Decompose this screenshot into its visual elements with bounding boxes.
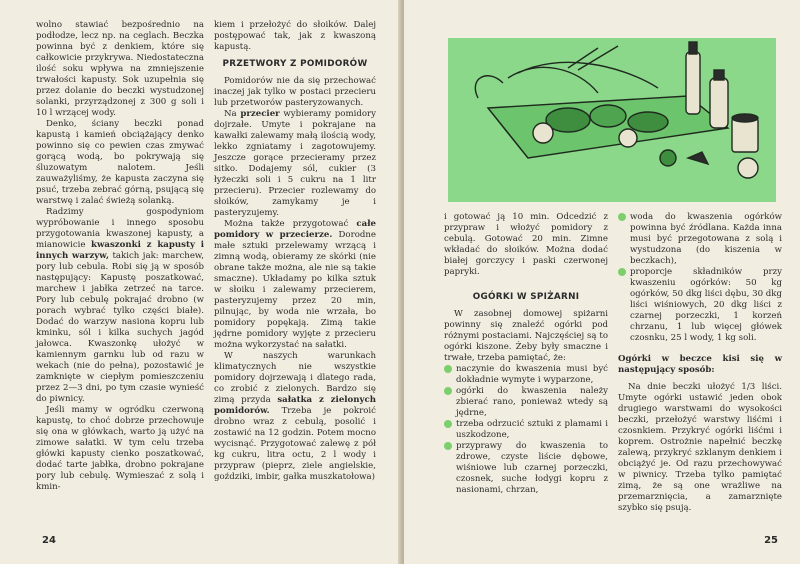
bold-heading: Ogórki w beczce kisi się w następujący sposób: (618, 354, 782, 375)
paragraph: Na dnie beczki ułożyć 1/3 liści. Umyte ogórki ustawić jeden obok drugiego warstwami do wysokości beczki, przełożyć warstwy liśćmi i czosnkiem. Przykryć ogórki liśćmi i koprem. Ostrożnie napełnić beczkę zalewą, przykryć szklanym denkiem i obciążyć je. Od razu przechowywać w piwnicy. Trzeba tylko pamiętać zimą, że są one wrażliwe na przemarznięcia, a zamarznięte szybko się psują. (618, 382, 782, 513)
bullet-dot (618, 213, 626, 221)
right-column-1 (444, 212, 608, 496)
section-heading: OGÓRKI W SPIŻARNI (472, 292, 580, 302)
bullet-dot (444, 387, 452, 395)
section-heading: PRZETWORY Z POMIDORÓW (222, 59, 368, 69)
list-item: trzeba odrzucić sztuki z plamami i uszkodzone, (444, 419, 608, 441)
paragraph: Denko, ściany beczki ponad kapustą i kamień obciążający denko powinno się co pewien czas zmywać gorącą wodą, bo pokrywają się śluzowatym nalotem. Jeśli zauważyliśmy, że kapusta zaczyna się psuć, trzeba zebrać górną, psującą się warstwę i zalać świeżą solanką. (36, 119, 204, 206)
list-item: proporcje składników przy kwaszeniu ogórków: 50 kg ogórków, 50 dkg liści dębu, 30 dkg liści wiśniowych, 20 dkg liści z czarnej porzeczki, 1 korzeń chrzanu, 1 lub więcej główek czosnku, 25 l wody, 1 kg soli. (618, 267, 782, 344)
paragraph: Na przecier wybieramy pomidory dojrzałe. Umyte i pokrajane na kawałki zalewamy małą ilością wody, lekko zgniatamy i zagotowujemy. Jeszcze gorące przecieramy przez sitko. Dodajemy sól, cukier (3 łyżeczki soli i 5 cukru na 1 litr przecieru). Przecier rozlewamy do słoików, zamykamy je i pasteryzujemy. (214, 109, 377, 218)
paragraph: Pomidorów nie da się przechować inaczej jak tylko w postaci przecieru lub przetworów pasteryzowanych. (214, 76, 376, 108)
paragraph: i gotować ją 10 min. Odcedzić z przypraw i włożyć pomidory z cebulą. Gotować 20 min. Zimne wkładać do słoików. Można dodać białej gorczycy i paski czerwonej papryki. (444, 212, 608, 277)
list-item: naczynie do kwaszenia musi być dokładnie wymyte i wyparzone, (444, 364, 608, 386)
paragraph: W naszych warunkach klimatycznych nie wszystkie pomidory dojrzewają i dlatego rada, co zrobić z zielonych. Bardzo się zimą przyda sałatka z zielonych pomidorów. Trzeba je pokroić drobno wraz z cebulą, posolić i zostawić na 12 godzin. Potem mocno wycisnąć. Przygotować zalewę z pół kg cukru, litra octu, 2 l wody i przypraw (pieprz, ziele angielskie, goździki, imbir, gałka muszkatołowa) (214, 351, 377, 482)
list-item: woda do kwaszenia ogórków powinna być źródlana. Każda inna musi być przegotowana z solą i wystudzona (do kiszenia w beczkach), (618, 212, 782, 267)
right-column-2 (618, 212, 782, 514)
paragraph: wolno stawiać bezpośrednio na podłodze, lecz np. na ceglach. Beczka powinna być z denkiem, które się całkowicie przykrywa. Niedostateczna ilość soku wpływa na zmniejszenie trwałości kapusty. Sok uzupełnia się przez dolanie do beczki wystudzonej solanki, przyrządzonej z 300 g soli i 10 l wrzącej wody. (36, 20, 204, 118)
paragraph: Jeśli mamy w ogródku czerwoną kapustę, to choć dobrze przechowuje się ona w główkach, warto ją użyć na zimowe sałatki. W tym celu trzeba główki kapusty cienko poszatkować, dodać tarte jabłka, drobno pokrajane pory lub cebulę. Wymieszać z solą i kmin- (36, 405, 204, 492)
bullet-dot (618, 268, 626, 276)
paragraph: Można także przygotować całe pomidory w przecierze. Dorodne małe sztuki przelewamy wrzącą i zimną wodą, obieramy ze skórki (nie obrane także można, ale nie są takie smaczne). Układamy po kilka sztuk w słoiku i zalewamy przecierem, pasteryzujemy przez 20 min, pilnując, by woda nie wrzała, bo pomidory popękają. Zimą takie jędrne pomidory wyjęte z przecieru można wykorzystać na sałatki. (214, 219, 377, 350)
vegetables-drawing (448, 38, 776, 202)
list-item: przyprawy do kwaszenia to zdrowe, czyste liście dębowe, wiśniowe lub czarnej porzeczki, czosnek, suche łodygi kopru z nasionami, chrzan, (444, 441, 608, 496)
vegetables-illustration (448, 38, 776, 202)
bullet-dot (444, 365, 452, 373)
paragraph: kiem i przełożyć do słoików. Dalej postępować tak, jak z kwaszoną kapustą. (214, 20, 376, 52)
left-column-1 (36, 20, 204, 493)
left-column-2 (214, 20, 376, 483)
page-number-left: 24 (42, 535, 56, 546)
page-number-right: 25 (764, 535, 778, 546)
bullet-dot (444, 420, 452, 428)
paragraph: Radzimy gospodyniom wypróbowanie i innego sposobu przygotowania kwaszonej kapusty, a mianowicie kwaszonki z kapusty i innych warzyw, takich jak: marchew, pory lub cebula. Robi się ją w sposób następujący: Kapustę poszatkować, marchew i jabłka zetrzeć na tarce. Pory lub cebulę pokrajać drobno (w porach wybrać tylko części białe). Dodać do warzyw nasiona kopru lub kminku, sól i kilka suchych jagód jałowca. Kwaszonkę ułożyć w kamiennym garnku lub od razu w wekach (nie do pełna), pozostawić je zamknięte w ciepłym pomieszczeniu przez 2—3 dni, po tym czasie wynieść do piwnicy. (36, 207, 204, 404)
paragraph: W zasobnej domowej spiżarni powinny się znaleźć ogórki pod różnymi postaciami. Najczęściej są to ogórki kiszone. Żeby były smaczne i trwałe, trzeba pamiętać, że: (444, 309, 608, 363)
bullet-dot (444, 442, 452, 450)
right-page (404, 0, 800, 564)
list-item: ogórki do kwaszenia należy zbierać rano, ponieważ wtedy są jędrne, (444, 386, 608, 419)
